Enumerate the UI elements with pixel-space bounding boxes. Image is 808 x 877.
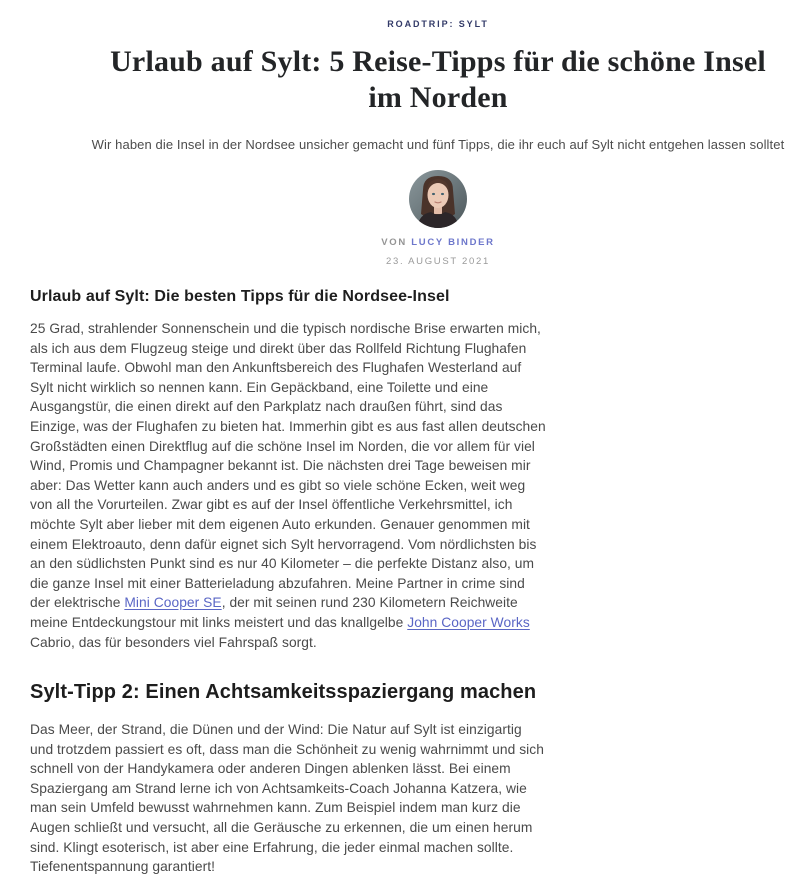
- intro-text-1: 25 Grad, strahlender Sonnenschein und die typisch nordische Brise erwarten mich, als ich aus dem Flugzeug steige und direkt über das Rollfeld Richtung Flughafen Terminal laufe. Obwohl man den Ankunftsbereich des Flughafen Westerland auf Sylt nicht wirklich so nennen kann. Ein Gepäckband, eine Toilette und eine Ausgangstür, die einen direkt auf den Parkplatz nach draußen führt, sind das Einzige, was der Flughafen zu bieten hat. Immerhin gibt es aus fast allen deutschen Großstädten einen Direktflug auf die schöne Insel im Norden, die vor allem für viel Wind, Promis und Champagner bekannt ist. Die nächsten drei Tage beweisen mir aber: Das Wetter kann auch anders und es gibt so viele schöne Ecken, weit weg von all the Vorurteilen. Zwar gibt es auf der Insel öffentliche Verkehrsmittel, ich möchte Sylt aber lieber mit dem eigenen Auto erkunden. Genauer genommen mit einem Elektroauto, denn dafür eignet sich Sylt hervorragend. Vom nördlichsten bis an den südlichsten Punkt sind es nur 40 Kilometer – die perfekte Distanz also, um die ganze Insel mit einer Batterieladung abzufahren. Meine Partner in crime sind der elektrische: [30, 321, 546, 611]
- lead-heading: Urlaub auf Sylt: Die besten Tipps für die Nordsee-Insel: [30, 288, 450, 305]
- intro-paragraph: [30, 319, 546, 652]
- intro-text-3: Cabrio, das für besonders viel Fahrspaß sorgt.: [30, 634, 317, 650]
- intro-text-2: , der mit seinen rund 230 Kilometern Reichweite meine Entdeckungstour mit links meistert und das knallgelbe: [30, 595, 518, 630]
- link-mini-cooper-se[interactable]: Mini Cooper SE: [124, 595, 222, 611]
- article-title: Urlaub auf Sylt: 5 Reise-Tipps für die schöne Insel im Norden: [110, 45, 766, 114]
- author-link[interactable]: LUCY BINDER: [411, 237, 495, 248]
- author-portrait-image: [409, 170, 467, 228]
- author-avatar[interactable]: [409, 170, 467, 228]
- tip2-heading: Sylt-Tipp 2: Einen Achtsamkeitsspaziergang machen: [30, 681, 537, 703]
- article-header: [68, 0, 808, 267]
- link-john-cooper-works[interactable]: John Cooper Works: [407, 614, 530, 630]
- intro-clip: [30, 319, 546, 650]
- byline-prefix: VON: [381, 237, 407, 248]
- byline: [68, 237, 808, 248]
- kicker-link[interactable]: ROADTRIP: SYLT: [387, 19, 489, 29]
- tip2-paragraph: Das Meer, der Strand, die Dünen und der Wind: Die Natur auf Sylt ist einzigartig und trotzdem passiert es oft, dass man die Schönheit zu wenig wahrnimmt und sich schnell von der Handykamera oder anderen Dingen ablenken lässt. Bei einem Spaziergang am Strand lerne ich von Achtsamkeits-Coach Johanna Katzera, wie man sein Umfeld bewusst wahrnehmen kann. Zum Beispiel indem man kurz die Augen schließt und versucht, all die Geräusche zu erkennen, die um einen herum sind. Klingt esoterisch, ist aber eine Erfahrung, die jeder einmal machen sollte. Tiefenentspannung garantiert!: [30, 722, 544, 875]
- publish-date: 23. AUGUST 2021: [385, 256, 490, 267]
- article-dek: Wir haben die Insel in der Nordsee unsicher gemacht und fünf Tipps, die ihr euch auf Sylt nicht entgehen lassen solltet: [91, 137, 785, 152]
- article-body: [30, 287, 546, 877]
